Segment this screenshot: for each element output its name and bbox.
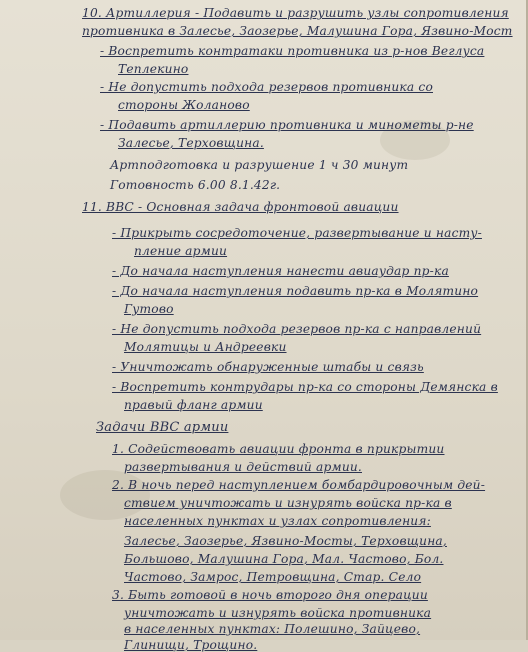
list-item: - Прикрыть сосредоточение, развертывание и насту-: [112, 226, 482, 240]
list-item: - Не допустить подхода резервов пр-ка с направлений: [112, 322, 482, 336]
list-item: - Подавить артиллерию противника и минометы р-не: [100, 118, 474, 132]
list-item: - До начала наступления нанести авиаудар пр-ка: [112, 264, 449, 278]
text-line: уничтожать и изнурять войска противника: [124, 606, 432, 620]
list-item: 3. Быть готовой в ночь второго дня операции: [112, 588, 428, 602]
artillery-duration: Артподготовка и разрушение 1 ч 30 минут: [110, 158, 409, 172]
section-11-heading: 11. ВВС - Основная задача фронтовой авиации: [82, 200, 399, 214]
list-item: 2. В ночь перед наступлением бомбардировочным дей-: [112, 478, 486, 492]
text-line: правый фланг армии: [124, 398, 263, 412]
text-line: в населенных пунктах: Полешино, Зайцево,: [124, 622, 421, 636]
list-item: - До начала наступления подавить пр-ка в Молятино: [112, 284, 479, 298]
readiness-line: Готовность 6.00 8.1.42г.: [110, 178, 281, 192]
list-item: - Воспретить контратаки противника из р-нов Веглуса: [100, 44, 485, 58]
text-line: Частово, Замрос, Петровщина, Стар. Село: [124, 570, 422, 584]
list-item: - Воспретить контрудары пр-ка со стороны Демянска в: [112, 380, 498, 394]
text-line: развертывания и действий армии.: [124, 460, 362, 474]
section-10-heading: 10. Артиллерия - Подавить и разрушить узлы сопротивления: [82, 6, 509, 20]
text-line: Глинищи, Трощино.: [124, 638, 258, 652]
text-line: стороны Жоланово: [118, 98, 250, 112]
text-line: населенных пунктах и узлах сопротивления:: [124, 514, 431, 528]
list-item: 1. Содействовать авиации фронта в прикрытии: [112, 442, 445, 456]
text-line: пление армии: [134, 244, 228, 258]
text-line: Большово, Малушина Гора, Мал. Частово, Бол.: [124, 552, 444, 566]
text-line: противника в Залесье, Заозерье, Малушина Гора, Язвино-Мост: [82, 24, 513, 38]
list-item: - Уничтожать обнаруженные штабы и связь: [112, 360, 424, 374]
text-line: Залесье, Заозерье, Язвино-Мосты, Терховщина,: [124, 534, 447, 548]
text-line: Залесье, Терховщина.: [118, 136, 264, 150]
text-line: Гутово: [124, 302, 174, 316]
text-line: Теплекино: [118, 62, 189, 76]
list-item: - Не допустить подхода резервов противника со: [100, 80, 433, 94]
text-line: ствием уничтожать и изнурять войска пр-ка в: [124, 496, 452, 510]
army-aviation-heading: Задачи ВВС армии: [96, 420, 229, 435]
text-line: Молятицы и Андреевки: [124, 340, 287, 354]
